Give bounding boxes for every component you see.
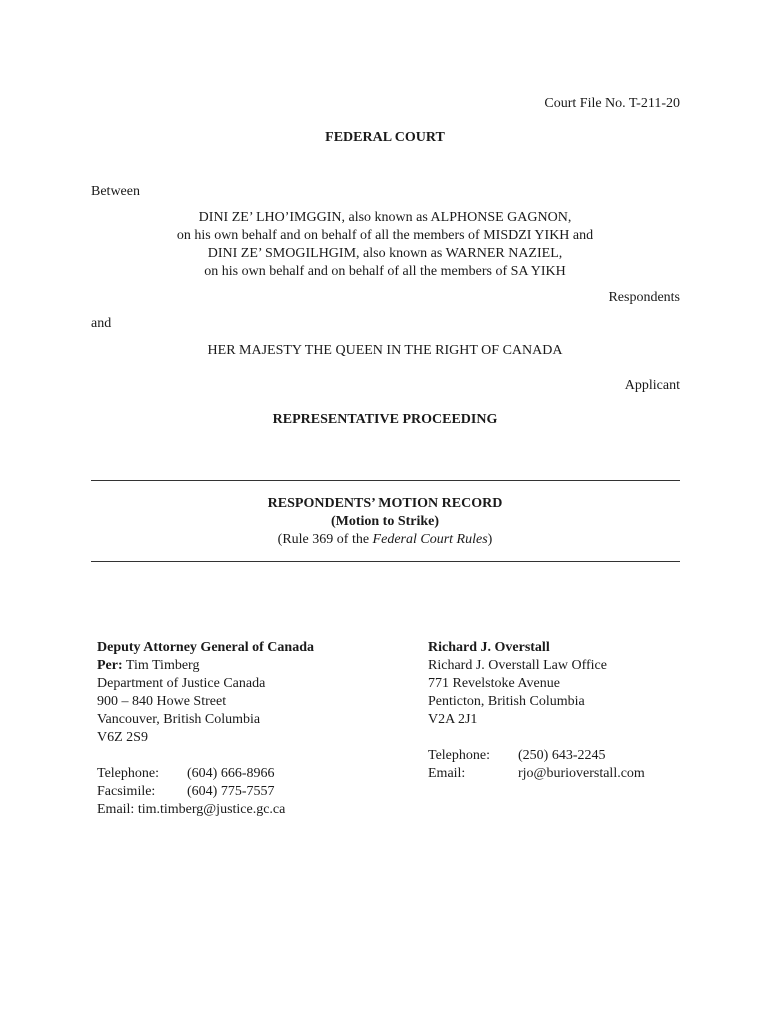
left-address-line: Vancouver, British Columbia — [97, 712, 261, 727]
right-address-line: 771 Revelstoke Avenue — [428, 676, 560, 691]
per-label: Per: — [97, 658, 123, 673]
rule-suffix: ) — [487, 532, 493, 547]
top-divider — [91, 480, 680, 481]
between-label: Between — [91, 184, 140, 199]
right-counsel-name: Richard J. Overstall — [428, 640, 550, 655]
left-address-line: V6Z 2S9 — [97, 730, 148, 745]
email-value: rjo@burioverstall.com — [518, 766, 645, 781]
left-counsel-name: Deputy Attorney General of Canada — [97, 640, 314, 655]
record-title: RESPONDENTS’ MOTION RECORD — [267, 496, 503, 511]
telephone-value: (250) 643-2245 — [518, 748, 606, 763]
respondent-line-3: DINI ZE’ SMOGILHGIM, also known as WARNER NAZIEL, — [207, 246, 563, 261]
applicant-label: Applicant — [624, 378, 680, 393]
respondent-line-2: on his own behalf and on behalf of all the members of MISDZI YIKH and — [176, 228, 594, 243]
left-counsel-block — [97, 639, 314, 819]
proceeding-title: REPRESENTATIVE PROCEEDING — [272, 412, 498, 427]
right-telephone-row — [428, 747, 645, 765]
respondents-label: Respondents — [608, 290, 680, 305]
record-rule-line — [0, 531, 770, 549]
left-address-line: 900 – 840 Howe Street — [97, 694, 227, 709]
respondent-line-1: DINI ZE’ LHO’IMGGIN, also known as ALPHONSE GAGNON, — [198, 210, 572, 225]
email-label: Email: — [428, 766, 466, 781]
fax-label: Facsimile: — [97, 784, 156, 799]
fax-value: (604) 775-7557 — [187, 784, 275, 799]
record-subtitle: (Motion to Strike) — [330, 514, 440, 529]
court-name: FEDERAL COURT — [325, 130, 445, 145]
telephone-label: Telephone: — [428, 748, 490, 763]
right-counsel-block — [428, 639, 645, 783]
telephone-label: Telephone: — [97, 766, 159, 781]
right-address-line: V2A 2J1 — [428, 712, 478, 727]
applicant-name: HER MAJESTY THE QUEEN IN THE RIGHT OF CANADA — [207, 343, 563, 358]
respondent-line-4: on his own behalf and on behalf of all the members of SA YIKH — [204, 264, 566, 279]
left-telephone-row — [97, 765, 314, 783]
telephone-value: (604) 666-8966 — [187, 766, 275, 781]
bottom-divider — [91, 561, 680, 562]
and-label: and — [91, 316, 112, 331]
rule-italic: Federal Court Rules — [372, 532, 488, 547]
right-address-line: Richard J. Overstall Law Office — [428, 658, 607, 673]
left-address-line: Department of Justice Canada — [97, 676, 266, 691]
court-file-number: Court File No. T-211-20 — [544, 96, 680, 111]
left-counsel-per — [97, 657, 314, 675]
per-name: Tim Timberg — [122, 658, 200, 673]
right-email-row — [428, 765, 645, 783]
left-email-row: Email: tim.timberg@justice.gc.ca — [97, 802, 286, 817]
left-fax-row — [97, 783, 314, 801]
rule-prefix: (Rule 369 of the — [277, 532, 373, 547]
right-address-line: Penticton, British Columbia — [428, 694, 585, 709]
